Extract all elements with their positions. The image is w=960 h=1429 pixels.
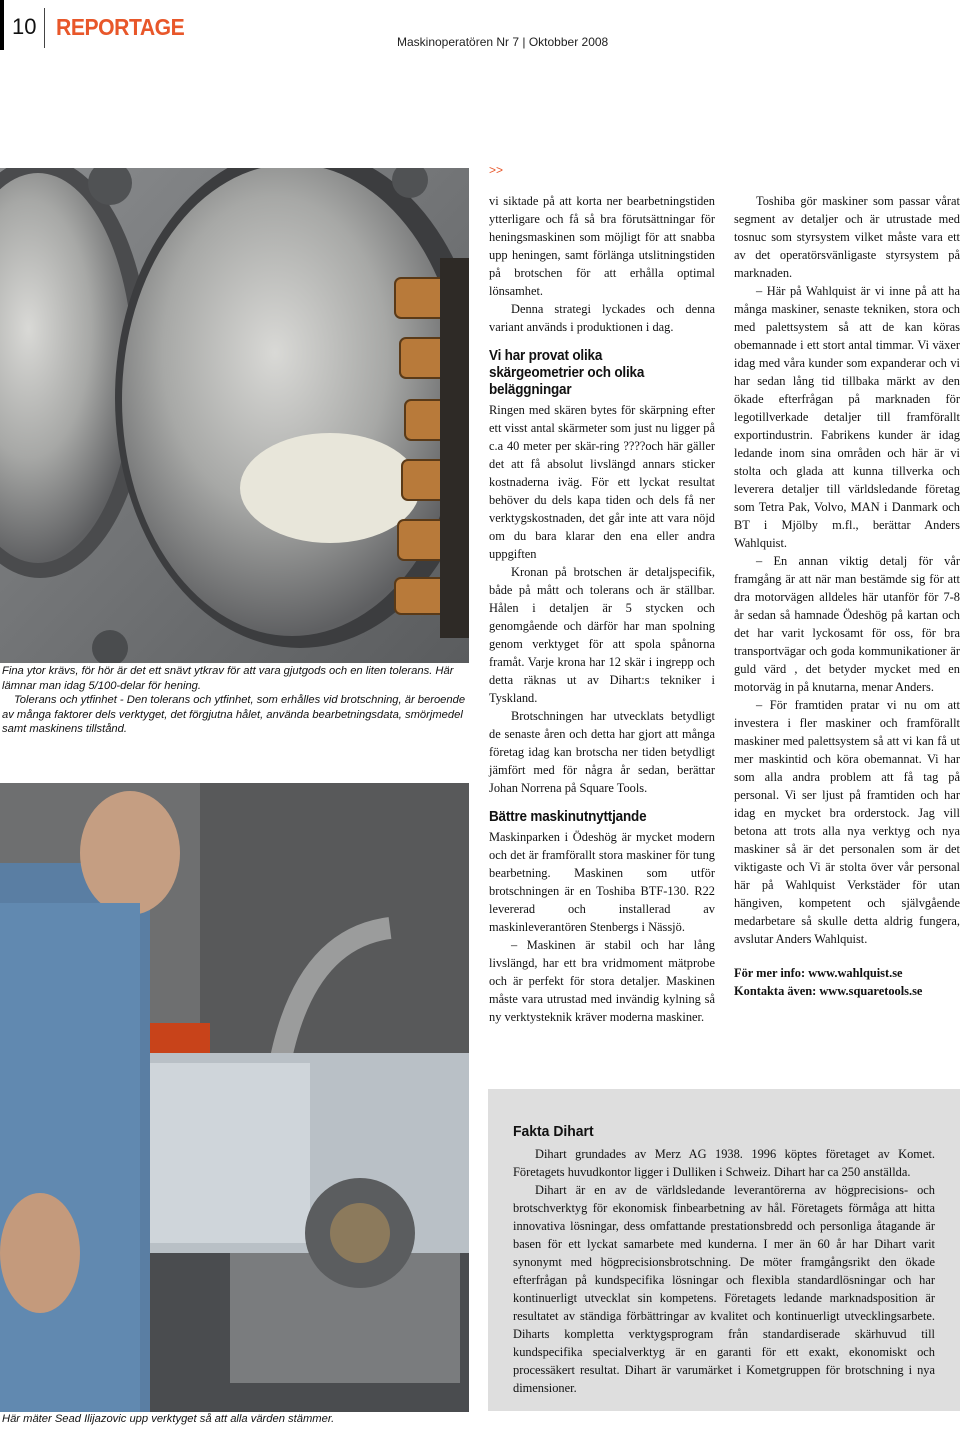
- page-number: 10: [12, 14, 37, 39]
- paragraph: – Här på Wahlquist är vi inne på att ha många maskiner, senaste tekniken, stora och med palettsystem så att de kan köras obemannade i ett stort antal timmar. Vi växer idag med våra kunder som expanderar och vi har sedan lång tid tillbaka märkt av den ökade efterfrågan på marknaden för legotillverkade detaljer till framförallt exportindustrin. Fabrikens kunder är idag ledande inom sina områden och här är vi stolta och glada att kunna tillverka och leverera detaljer till världsledande företag som Tetra Pak, Volvo, MAN i Danmark och BT i Mjölby m.fl., berättar Anders Wahlquist.: [734, 284, 960, 550]
- article-column-2: [734, 192, 960, 1000]
- fact-box-title: Fakta Dihart: [513, 1123, 594, 1140]
- paragraph: Maskinparken i Ödeshög är mycket modern och det är framförallt stora maskiner för tung bearbetning. Maskinen som utför brotschningen är en Toshiba BTF-130. R22 levererad och installerad av maskinleverantören Stenbergs i Nässjö.: [489, 830, 715, 934]
- paragraph: – För framtiden pratar vi nu om att investera i fler maskiner och framförallt maskiner med palettsystem så att vi kan få ut mer maskintid och köra obemannat. Vi har som alla andra problem att få tag på personal. Vi ser ljust på framtiden och har idag en mycket bra orderstock. Jag vill betona att trots alla nya verktyg och nya maskiner så är det personalen som är det viktigaste och Vi är stolta över vår personal här på Wahlquist Verkstäder för utan hängiven, kompetent och självgående medarbetare så skulle detta aldrig fungera, avslutar Anders Wahlquist.: [734, 698, 960, 946]
- header-divider: [44, 8, 45, 48]
- paragraph: – Maskinen är stabil och har lång livslängd, har ett bra vridmoment mätprobe och är perfekt för stora detaljer. Maskinen måste vara utrustad med invändig kylning så ny verktysteknik kräver moderna maskiner.: [489, 938, 715, 1024]
- photo2-caption: Här mäter Sead Ilijazovic upp verktyget så att alla värden stämmer.: [2, 1413, 335, 1425]
- subheading: Vi har provat olika skärgeometrier och olika beläggningar: [489, 348, 645, 398]
- paragraph: Ringen med skären bytes för skärpning efter ett visst antal skärmeter som just nu ligger på c.a 40 meter per skär-ring ????och här gäller det att få absolut livslängd annars sticker kostnaderna iväg. För ett lyckat resultat behöver du dels kapa tiden och dels få ner verktygskostnaden, det går inte att vara nöjd om du bara klarar den ena eller andra uppgiften: [489, 403, 715, 561]
- paragraph: Toshiba gör maskiner som passar vårat segment av detaljer och är utrustade med tosnuc som styrsystem vilket måste vara ett av det operatörsvänligaste styrsystem på marknaden.: [734, 194, 960, 280]
- caption-line-1: Fina ytor krävs, för hör är det ett snävt ytkrav för att vara gjutgods och en liten tolerans. Här lämnar man idag 5/100-delar för hening.: [2, 665, 454, 692]
- paragraph: Denna strategi lyckades och denna variant används i produktionen i dag.: [489, 302, 715, 334]
- paragraph: Dihart grundades av Merz AG 1938. 1996 köptes företaget av Komet. Företagets huvudkontor ligger i Dulliken i Schweiz. Dihart har ca 250 anställda.: [513, 1147, 935, 1179]
- continued-marker: >>: [489, 163, 504, 177]
- article-column-1: [489, 192, 715, 1026]
- paragraph: Brotschningen har utvecklats betydligt de senaste åren och detta har gjort att många företag idag kan brotscha ner tiden betydligt jämfört med för några år sedan, berättar Johan Norrena på Square Tools.: [489, 709, 715, 795]
- info-link-squaretools[interactable]: Kontakta även: www.squaretools.se: [734, 984, 923, 998]
- magazine-issue: Maskinoperatören Nr 7 | Oktobber 2008: [397, 35, 609, 49]
- caption-line-2: Tolerans och ytfinhet - Den tolerans och ytfinhet, som erhålles vid brotschning, är beroende av många faktorer dels verktyget, det förgjutna hålet, använda bearbetningsdata, smörjmedel samt maskinens tillstånd.: [2, 694, 466, 735]
- paragraph: Dihart är en av de världsledande leverantörerna av högprecisions- och brotschverktyg för ekonomisk finbearbetning av hål. Företagets förmåga att hitta innovativa lösningar, dess omfattande prestationsbredd och personliga åtagande är basen för ett lyckat samarbete med kunderna. I mer än 60 år har Dihart varit synonymt med högprecisionsbrotschning. De möter framgångsrikt den ökade efterfrågan på kundspecifika lösningar och flexibla standardlösningar och har kontinuerligt utvecklat sin kompetens. Företagets ledande marknadsposition är resultatet av ständiga förbättringar av kvalitet och kontinuerligt utvecklingsarbete. Diharts kompletta verktygsprogram från standardiserade skärhuvud till kundspecifika specialverktyg är en garanti för ett exakt, ekonomiskt och processäkert resultat. Dihart är varumärket i Kometgruppen för brotschning i nya dimensioner.: [513, 1183, 935, 1395]
- paragraph: vi siktade på att korta ner bearbetningstiden ytterligare och få så bra förutsättningar för heningsmaskinen som möjligt för att snabba upp heningen, samt förlänga utslitningstiden på brotschen för att erhålla optimal lönsamhet.: [489, 194, 715, 298]
- paragraph: Kronan på brotschen är detaljspecifik, både på mått och tolerans och är ställbar. Hålen i detaljen är 5 stycken och genomgående och därför har man spolning genom verktyget för att spola spånorna framåt. Varje krona har 12 skär i ingrepp och detta räknas ut av Dihart:s tekniker i Tyskland.: [489, 565, 715, 705]
- photo-operator-machine: [0, 783, 469, 1412]
- subheading: Bättre maskinutnyttjande: [489, 809, 647, 825]
- header-rule: [0, 0, 4, 50]
- photo-bores-reamer: [0, 168, 469, 663]
- info-link-wahlquist[interactable]: För mer info: www.wahlquist.se: [734, 966, 903, 980]
- section-title: REPORTAGE: [56, 14, 185, 40]
- photo1-caption: [2, 664, 472, 737]
- fact-box-body: [513, 1145, 935, 1397]
- paragraph: – En annan viktig detalj för vår framgång är att när man bestämde sig för att dra motorvägen alldeles här utanför för 7-8 år sedan så hamnade Ödeshög på kartan och det har varit lyckosamt för oss, för bra transportvägar och goda kommunikationer är guld värd , det betyder mycket med en motorväg in på knutarna, menar Anders.: [734, 554, 960, 694]
